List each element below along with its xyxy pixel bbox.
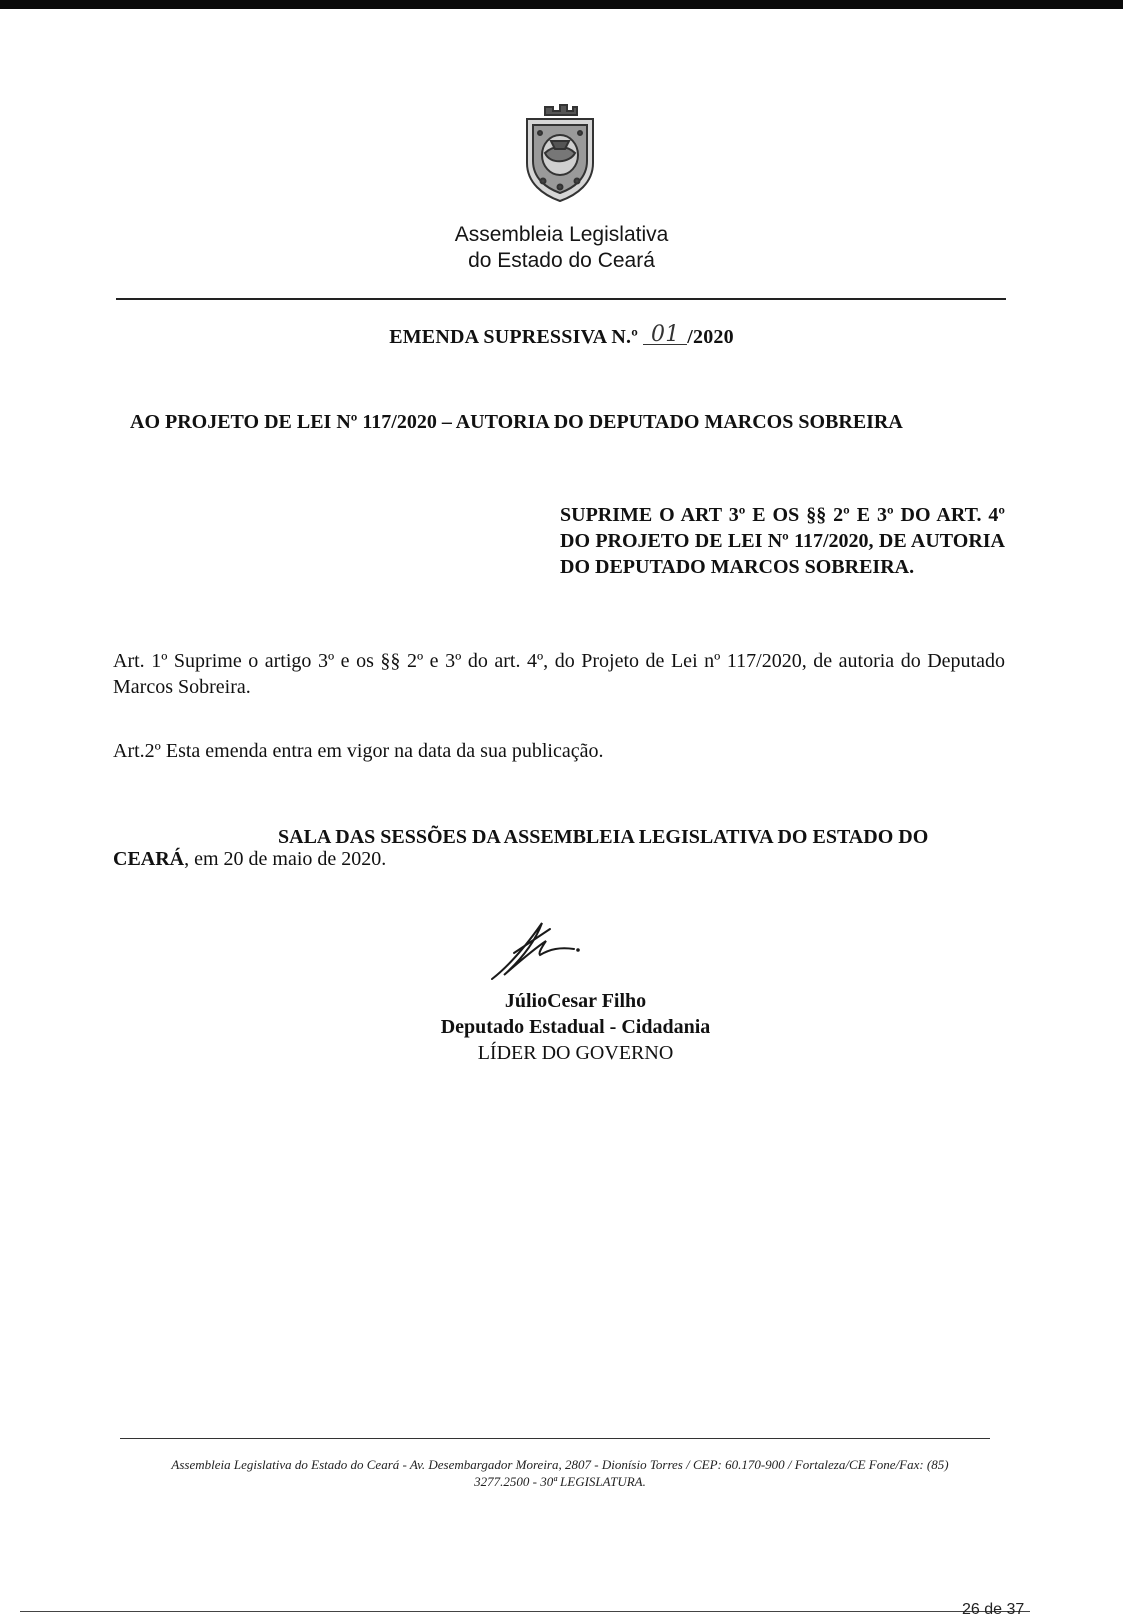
session-date-line — [113, 848, 386, 871]
footer-address-line-1: Assembleia Legislativa do Estado do Ceará - Av. Desembargador Moreira, 2807 - Dionísio Torres / CEP: 60.170-900 / Fortaleza/CE Fone/Fax: (85) — [171, 1457, 949, 1472]
header-divider — [116, 298, 1006, 300]
state-coat-of-arms-icon — [515, 103, 605, 203]
session-date: , em 20 de maio de 2020. — [184, 848, 387, 870]
article-1: Art. 1º Suprime o artigo 3º e os §§ 2º e 3º do art. 4º, do Projeto de Lei nº 117/2020, de autoria do Deputado Marcos Sobreira. — [113, 650, 1005, 698]
signer-role: Deputado Estadual - Cidadania — [440, 1016, 711, 1038]
amendment-summary: SUPRIME O ART 3º E OS §§ 2º E 3º DO ART. 4º DO PROJETO DE LEI Nº 117/2020, DE AUTORIA DO DEPUTADO MARCOS SOBREIRA. — [560, 504, 1005, 578]
footer-address — [110, 1456, 1010, 1490]
session-state: CEARÁ — [113, 848, 185, 870]
signer-name: JúlioCesar Filho — [504, 990, 647, 1012]
institution-line-2: do Estado do Ceará — [468, 249, 655, 272]
article-2: Art.2º Esta emenda entra em vigor na data da sua publicação. — [113, 740, 604, 762]
footer-divider — [120, 1438, 990, 1439]
footer-address-line-2: 3277.2500 - 30ª LEGISLATURA. — [474, 1474, 646, 1489]
viewer-top-bar — [0, 0, 1123, 9]
signer-title: LÍDER DO GOVERNO — [477, 1042, 674, 1064]
handwritten-signature — [480, 915, 600, 987]
amendment-title-suffix: /2020 — [687, 326, 734, 348]
institution-name — [0, 222, 1123, 274]
page-bottom-rule — [20, 1611, 1030, 1612]
page-counter: 26 de 37 — [962, 1601, 1025, 1618]
project-reference: AO PROJETO DE LEI Nº 117/2020 – AUTORIA DO DEPUTADO MARCOS SOBREIRA — [130, 411, 903, 433]
amendment-title-prefix: EMENDA SUPRESSIVA N.º — [389, 326, 639, 348]
amendment-number: 01 — [643, 326, 687, 345]
institution-line-1: Assembleia Legislativa — [454, 223, 669, 246]
amendment-title — [0, 322, 1123, 349]
session-hall-line: SALA DAS SESSÕES DA ASSEMBLEIA LEGISLATIVA DO ESTADO DO — [278, 826, 929, 848]
